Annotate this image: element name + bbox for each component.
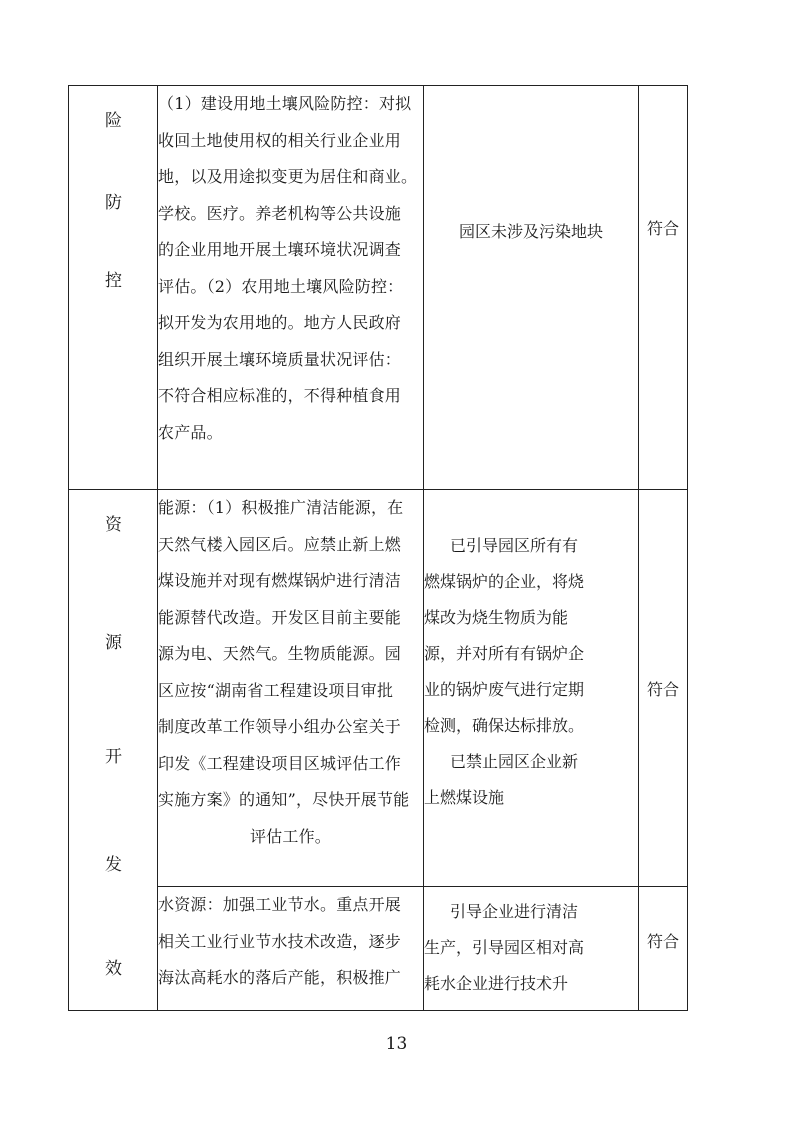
compliance-table [68, 85, 688, 1011]
status-line: 燃煤锅炉的企业，将烧 [424, 572, 585, 591]
requirement-cell [158, 86, 424, 490]
requirement-line: 组织开展土壤环境质量状况评估： [158, 349, 402, 369]
category-char: 资 [105, 515, 122, 535]
category-char: 防 [105, 193, 122, 213]
status-line: 检测，确保达标排放。 [424, 716, 585, 735]
status-cell [424, 490, 639, 887]
status-line: 已引导园区所有有 [450, 536, 579, 555]
conclusion-text: 符合 [646, 679, 679, 699]
status-line: 源，并对所有有锅炉企 [424, 644, 585, 663]
requirement-line: 制度改革工作领导小组办公室关于 [158, 717, 402, 736]
requirement-line: 实施方案》的通知”，尽快开展节能 [158, 790, 410, 809]
requirement-line: 地，以及用途拟变更为居住和商业。 [158, 167, 418, 186]
status-cell [424, 887, 639, 1011]
page-number: 13 [385, 1034, 408, 1054]
status-line: 煤改为烧生物质为能 [424, 608, 569, 627]
requirement-cell [158, 887, 424, 1011]
status-cell [424, 86, 639, 490]
requirement-line: 能源替代改造。开发区目前主要能 [158, 607, 402, 627]
requirement-line: 海汰高耗水的落后产能，积极推广 [158, 968, 402, 987]
requirement-line: 学校。医疗。养老机构等公共设施 [158, 203, 402, 223]
status-line: 已禁止园区企业新 [450, 752, 579, 771]
category-cell [69, 490, 158, 1011]
requirement-line: 收回土地使用权的相关行业企业用 [158, 130, 402, 150]
requirement-line: 评估工作。 [249, 826, 331, 846]
requirement-line: （1）建设用地土壤风险防控：对拟 [158, 94, 412, 113]
status-text: 园区未涉及污染地块 [458, 222, 603, 241]
status-line: 引导企业进行清洁 [450, 902, 579, 921]
requirement-line: 水资源：加强工业节水。重点开展 [158, 895, 402, 914]
requirement-line: 区应按“湖南省工程建设项目审批 [158, 680, 394, 700]
conclusion-text: 符合 [646, 219, 679, 238]
category-char: 效 [105, 959, 122, 979]
status-line: 耗水企业进行技术升 [424, 974, 569, 993]
requirement-line: 天然气楼入园区后。应禁止新上燃 [158, 534, 402, 554]
requirement-line: 不符合相应标准的，不得种植食用 [158, 386, 402, 405]
requirement-line: 拟开发为农用地的。地方人民政府 [158, 313, 402, 332]
status-line: 生产，引导园区相对高 [424, 938, 585, 957]
requirement-line: 源为电、天然气。生物质能源。园 [158, 644, 402, 663]
conclusion-cell [639, 490, 688, 887]
conclusion-cell [639, 887, 688, 1011]
requirement-line: 评估。（2）农用地土壤风险防控： [158, 276, 404, 296]
requirement-cell [158, 490, 424, 887]
table-row [69, 86, 688, 490]
requirement-line: 农产品。 [158, 422, 223, 442]
status-line: 业的锅炉废气进行定期 [424, 680, 585, 699]
requirement-line: 印发《工程建设项目区城评估工作 [158, 753, 402, 773]
requirement-line: 煤设施并对现有燃煤锅炉进行清洁 [158, 571, 402, 590]
category-cell [69, 86, 158, 490]
category-char: 险 [105, 111, 122, 131]
conclusion-text: 符合 [646, 932, 679, 951]
requirement-line: 的企业用地开展土壤环境状况调查 [158, 240, 402, 259]
category-char: 源 [105, 633, 122, 653]
table-row [69, 490, 688, 887]
requirement-line: 相关工业行业节水技术改造，逐步 [158, 931, 402, 951]
requirement-line: 能源：（1）积极推广清洁能源，在 [158, 498, 404, 517]
table-row [69, 887, 688, 1011]
category-char: 发 [105, 855, 122, 875]
conclusion-cell [639, 86, 688, 490]
category-char: 开 [105, 747, 122, 767]
category-char: 控 [105, 271, 122, 291]
status-line: 上燃煤设施 [424, 788, 505, 807]
